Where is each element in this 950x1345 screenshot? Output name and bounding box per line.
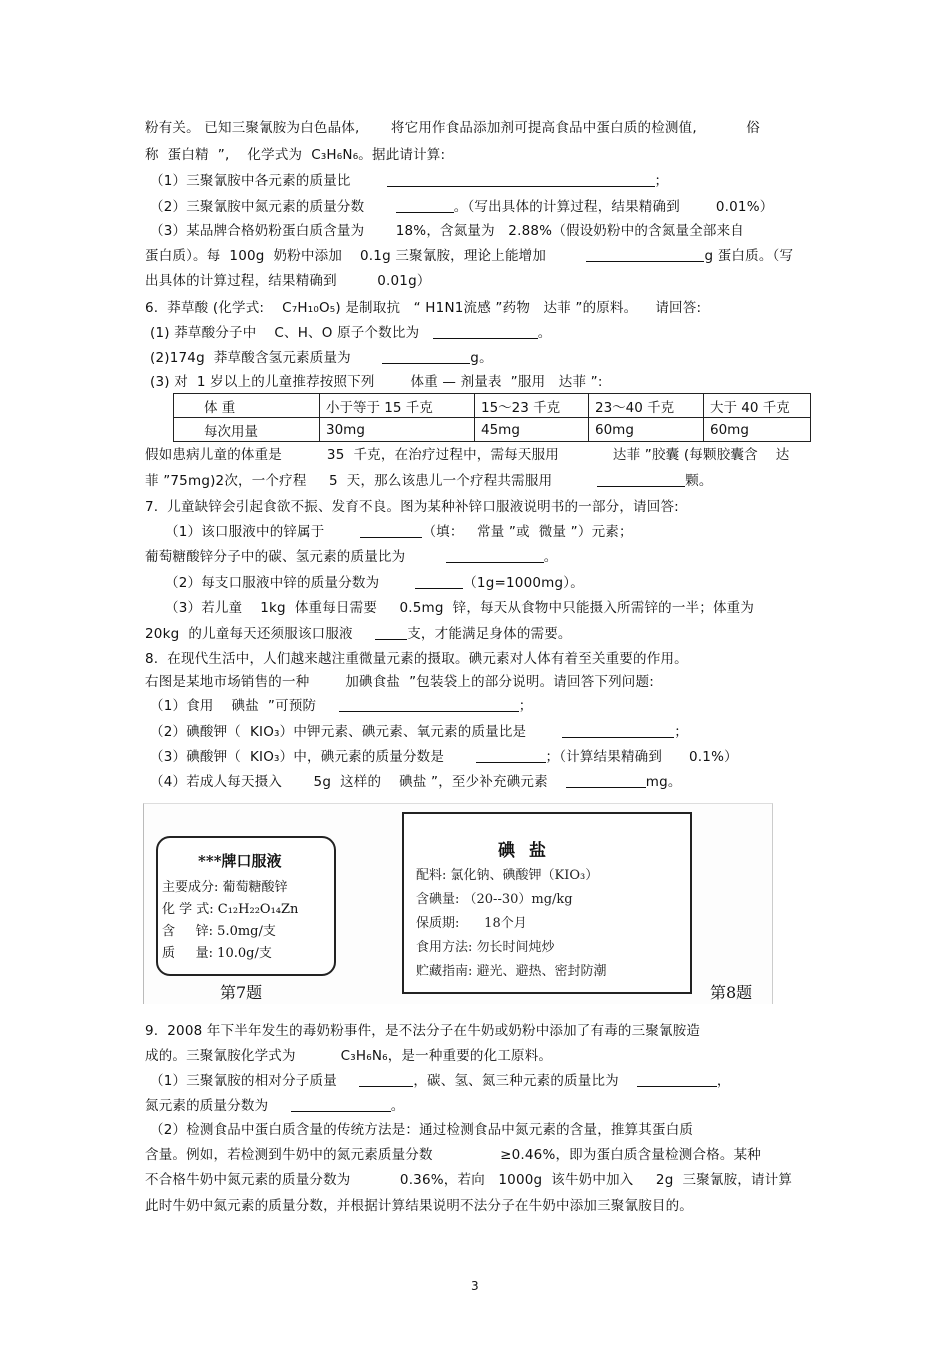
labels-figure [143,803,773,1004]
table-cell: 60mg [589,418,704,442]
salt-label-row: 食用方法: 勿长时间炖炒 [416,940,555,955]
table-cell: 60mg [704,418,811,442]
zinc-label-row: 含 锌: 5.0mg/支 [162,924,276,939]
text-line: 不合格牛奶中氮元素的质量分数为 0.36%，若向 1000g 该牛奶中加入 2g 三聚氰胺，请计算 [145,1172,793,1188]
answer-blank[interactable] [291,1098,391,1112]
table-row [174,418,811,442]
answer-blank[interactable] [415,575,463,589]
question-6-3: (3) 对 1 岁以上的儿童推荐按照下列 体重 — 剂量表 ”服用 达菲 ”: [150,374,603,390]
question-5-1: （1）三聚氰胺中各元素的质量比 ； [150,173,669,189]
table-cell: 每次用量 [174,418,320,442]
question-7-1b: 葡萄糖酸锌分子中的碳、氢元素的质量比为 。 [145,549,558,565]
question-9-2: （2）检测食品中蛋白质含量的传统方法是：通过检测食品中氮元素的含量，推算其蛋白质 [150,1122,694,1138]
salt-label-title: 碘盐 [498,841,560,861]
figure-caption-8: 第8题 [710,983,753,1002]
question-8-3: （3）碘酸钾（ KIO₃）中，碘元素的质量分数是 ；（计算结果精确到 0.1%） [150,749,738,765]
question-9-1: （1）三聚氰胺的相对分子质量 ，碳、氢、氮三种元素的质量比为 ， [150,1073,731,1089]
text-line: 粉有关。 已知三聚氰胺为白色晶体, 将它用作食品添加剂可提高食品中蛋白质的检测值, 俗 [145,120,760,136]
question-6-1: (1) 莽草酸分子中 C、H、O 原子个数比为 。 [150,325,552,341]
answer-blank[interactable] [382,350,470,364]
text-line: （3）若儿童 1kg 体重每日需要 0.5mg 锌，每天从食物中只能摄入所需锌的一半；体重为 [165,600,755,616]
answer-blank[interactable] [360,524,422,538]
answer-blank[interactable] [446,549,544,563]
table-cell: 15～23 千克 [475,394,589,418]
question-5-3: 蛋白质）。每 100g 奶粉中添加 0.1g 三聚氰胺，理论上能增加 g 蛋白质。（写 [145,248,794,264]
text-line: 出具体的计算过程，结果精确到 0.01g） [145,273,431,289]
question-7-1: （1）该口服液中的锌属于 （填： 常量 ”或 微量 ”）元素； [165,524,633,540]
table-cell: 体 重 [174,394,320,418]
text-line: 含量。例如，若检测到牛奶中的氮元素质量分数 ≥0.46%，即为蛋白质含量检测合格。某种 [145,1147,761,1163]
table-cell: 45mg [475,418,589,442]
table-cell: 小于等于 15 千克 [320,394,475,418]
table-cell: 23～40 千克 [589,394,704,418]
text-line: 右图是某地市场销售的一种 加碘食盐 ”包装袋上的部分说明。请回答下列问题: [145,674,654,690]
zinc-label-row: 主要成分: 葡萄糖酸锌 [162,880,288,895]
text-line: 成的。三聚氰胺化学式为 C₃H₆N₆，是一种重要的化工原料。 [145,1048,553,1064]
answer-blank[interactable] [637,1073,717,1087]
answer-blank[interactable] [396,199,454,213]
table-row [174,394,811,418]
page-number: 3 [471,1279,479,1293]
answer-blank[interactable] [566,774,646,788]
text-line: 假如患病儿童的体重是 35 千克，在治疗过程中，需每天服用 达菲 ”胶囊 (每颗胶囊含 达 [145,447,790,463]
question-9-1b: 氮元素的质量分数为 。 [145,1098,405,1114]
answer-blank[interactable] [433,325,538,339]
answer-blank[interactable] [339,698,519,712]
table-cell: 30mg [320,418,475,442]
zinc-oral-liquid-label [156,836,336,976]
question-7-title: 7. 儿童缺锌会引起食欲不振、发育不良。图为某种补锌口服液说明书的一部分，请回答: [145,499,679,515]
question-8-4: （4）若成人每天摄入 5g 这样的 碘盐 ”，至少补充碘元素 mg。 [150,774,682,790]
zinc-label-row: 化 学 式: C₁₂H₂₂O₁₄Zn [162,902,299,917]
answer-blank[interactable] [375,626,407,640]
salt-label-row: 配料: 氯化钠、碘酸钾（KIO₃） [416,868,599,883]
question-6-4: 菲 ”75mg)2次，一个疗程 5 天，那么该患儿一个疗程共需服用 颗。 [145,473,713,489]
figure-caption-7: 第7题 [220,983,263,1002]
question-7-2: （2）每支口服液中锌的质量分数为 （1g=1000mg）。 [165,575,584,591]
question-7-3: 20kg 的儿童每天还须服该口服液 支，才能满足身体的需要。 [145,626,572,642]
answer-blank[interactable] [597,473,685,487]
question-9-title: 9. 2008 年下半年发生的毒奶粉事件，是不法分子在牛奶或奶粉中添加了有毒的三聚氰胺造 [145,1023,701,1039]
table-cell: 大于 40 千克 [704,394,811,418]
zinc-label-row: 质 量: 10.0g/支 [162,946,272,961]
salt-label-row: 保质期: 18个月 [416,916,527,931]
question-8-1: （1）食用 碘盐 ”可预防 ； [150,698,533,714]
question-8-2: （2）碘酸钾（ KIO₃）中钾元素、碘元素、氧元素的质量比是 ； [150,724,688,740]
answer-blank[interactable] [387,173,655,187]
dose-table [173,393,811,442]
question-8-title: 8. 在现代生活中，人们越来越注重微量元素的摄取。碘元素对人体有着至关重要的作用。 [145,651,688,667]
text-line: （3）某品牌合格奶粉蛋白质含量为 18%，含氮量为 2.88%（假设奶粉中的含氮量全部来自 [150,223,744,239]
answer-blank[interactable] [562,724,674,738]
text-line: 称 蛋白精 ”, 化学式为 C₃H₆N₆。据此请计算: [145,147,446,163]
iodized-salt-label [402,812,692,994]
salt-label-row: 贮藏指南: 避光、避热、密封防潮 [416,964,607,979]
question-5-2: （2）三聚氰胺中氮元素的质量分数 。（写出具体的计算过程，结果精确到 0.01%） [150,199,774,215]
zinc-label-title: ***牌口服液 [198,852,282,870]
answer-blank[interactable] [586,248,704,262]
salt-label-row: 含碘量: （20--30）mg/kg [416,892,573,907]
answer-blank[interactable] [476,749,546,763]
question-6-title: 6. 莽草酸 (化学式: C₇H₁₀O₅) 是制取抗 “ H1N1流感 ”药物 达菲 ”的原料。 请回答: [145,300,702,316]
text-line: 此时牛奶中氮元素的质量分数，并根据计算结果说明不法分子在牛奶中添加三聚氰胺目的。 [145,1198,693,1214]
question-6-2: (2)174g 莽草酸含氢元素质量为 g。 [150,350,493,366]
answer-blank[interactable] [359,1073,413,1087]
